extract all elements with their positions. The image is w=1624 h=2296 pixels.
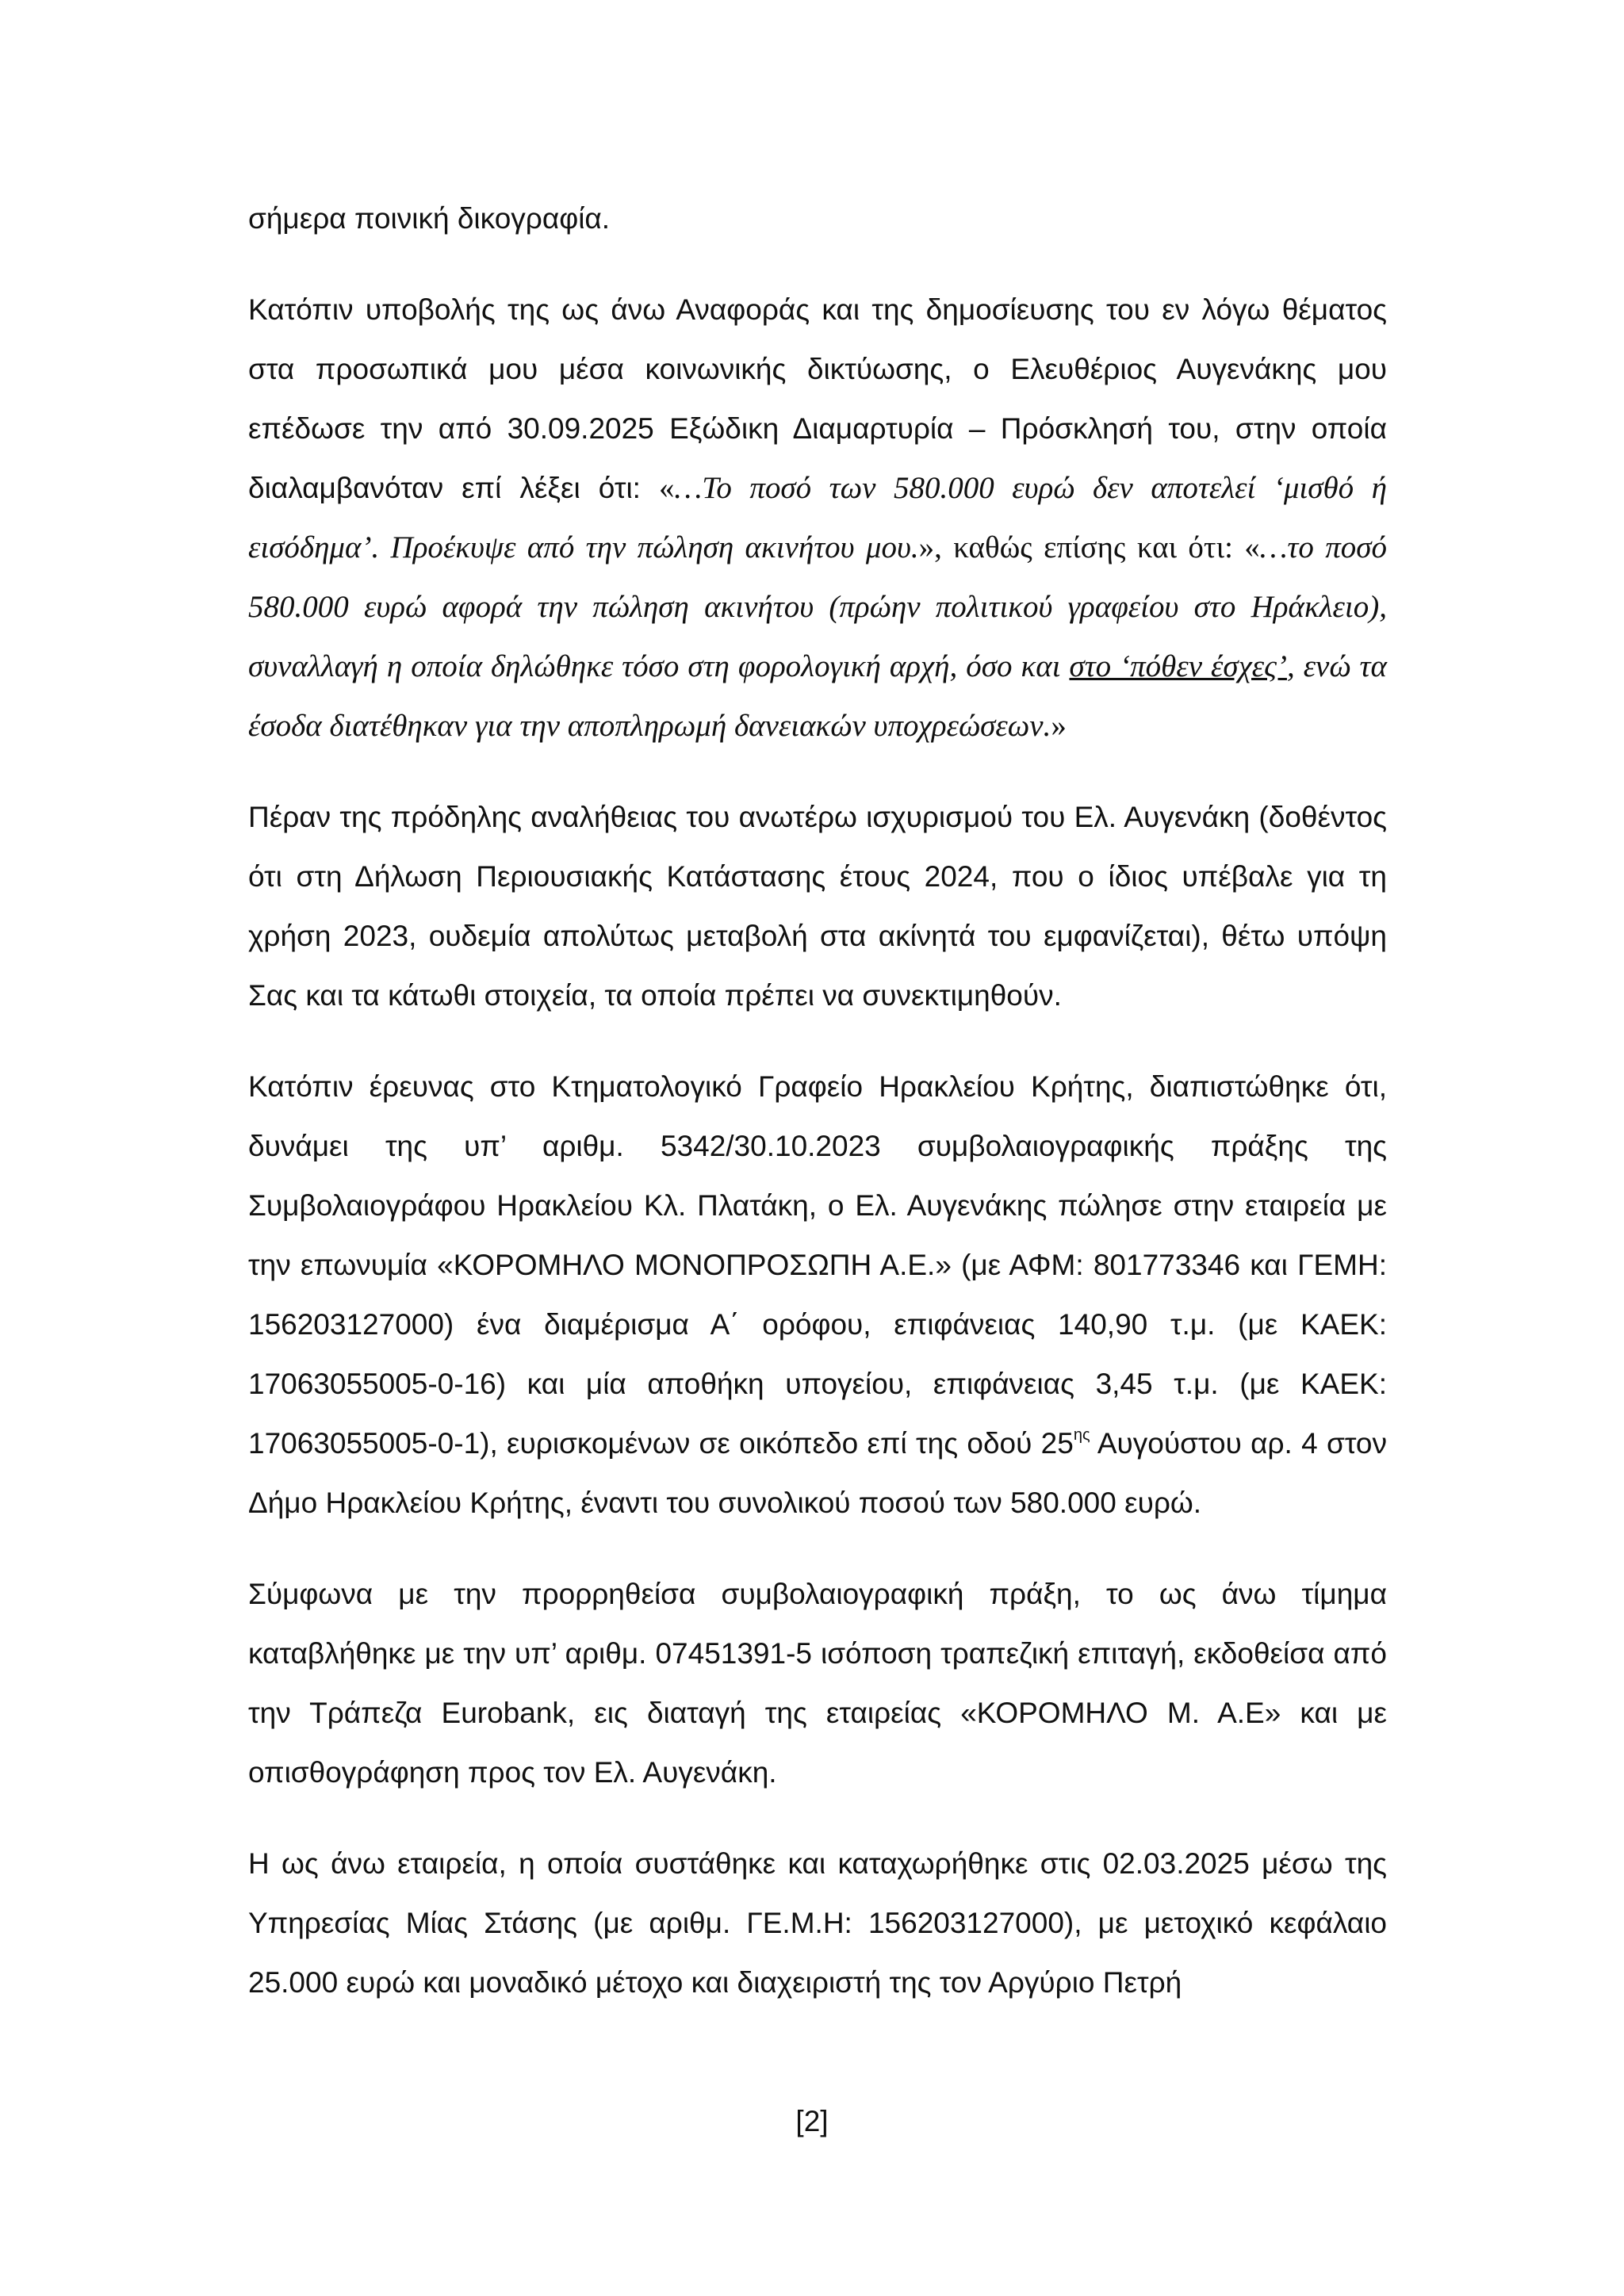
paragraph-land-registry-text: Κατόπιν έρευνας στο Κτηματολογικό Γραφείο Ηρακλείου Κρήτης, διαπιστώθηκε ότι, δυνάμει της υπ’ αριθμ. 5342/30.10.2023 συμβολαιογραφικής πράξης της Συμβολαιογράφου Ηρακλείου Κλ. Πλατάκη, ο Ελ. Αυγενάκης πώλησε στην εταιρεία με την επωνυμία «ΚΟΡΟΜΗΛΟ ΜΟΝΟΠΡΟΣΩΠΗ Α.Ε.» (με ΑΦΜ: 801773346 και ΓΕΜΗ: 156203127000) ένα διαμέρισμα Α΄ ορόφου, επιφάνειας 140,90 τ.μ. (με ΚΑΕΚ: 17063055005-0-16) και μία αποθήκη υπογείου, επιφάνειας 3,45 τ.μ. (με ΚΑΕΚ: 17063055005-0-1), ευρισκομένων σε οικόπεδο επί της οδού 25 [248,1070,1387,1460]
quoted-text-2a: …το ποσό 580.000 ευρώ αφορά την πώληση ακινήτου (πρώην πολιτικού γραφείου στο Ηράκλειο), συναλλαγή η οποία δηλώθηκε τόσο στη φορολογική αρχή, όσο και [248,530,1387,683]
ordinal-superscript: ης [1073,1425,1090,1444]
paragraph-middle-text: , καθώς επίσης και ότι: [934,530,1245,564]
quoted-text-1: …Το ποσό των 580.000 ευρώ δεν αποτελεί ‘μισθό ή εισόδημα’. Προέκυψε από την πώληση ακινήτου μου. [248,471,1388,564]
quote-close-mark: » [1051,709,1067,743]
quoted-text-2b: , ενώ τα έσοδα διατέθηκαν για την αποπληρωμή δανειακών υποχρεώσεων. [248,649,1387,743]
quote-close-mark: » [918,530,935,564]
page-number: [2] [795,2105,829,2137]
paragraph-land-registry-tail: Αυγούστου αρ. 4 στον Δήμο Ηρακλείου Κρήτης, έναντι του συνολικού ποσού των 580.000 ευρώ. [248,1427,1387,1519]
paragraph-intro-text: Κατόπιν υποβολής της ως άνω Αναφοράς και της δημοσίευσης του εν λόγω θέματος στα προσωπικά μου μέσα κοινωνικής δικτύωσης, ο Ελευθέριος Αυγενάκης μου επέδωσε την από 30.09.2025 Εξώδικη Διαμαρτυρία – Πρόσκλησή του, στην οποία διαλαμβανόταν επί λέξει ότι: [248,293,1387,504]
paragraph-asset-declaration: Πέραν της πρόδηλης αναλήθειας του ανωτέρω ισχυρισμού του Ελ. Αυγενάκη (δοθέντος ότι στη Δήλωση Περιουσιακής Κατάστασης έτους 2024, που ο ίδιος υπέβαλε για τη χρήση 2023, ουδεμία απολύτως μεταβολή στα ακίνητά του εμφανίζεται), θέτω υπόψη Σας και τα κάτωθι στοιχεία, τα οποία πρέπει να συνεκτιμηθούν. [248,801,1387,1012]
paragraph-company: Η ως άνω εταιρεία, η οποία συστάθηκε και καταχωρήθηκε στις 02.03.2025 μέσω της Υπηρεσίας Μίας Στάσης (με αριθμ. ΓΕ.Μ.Η: 156203127000), με μετοχικό κεφάλαιο 25.000 ευρώ και μοναδικό μέτοχο και διαχειριστή της τον Αργύριο Πετρή [248,1847,1387,1999]
quoted-text-underlined: στο ‘πόθεν έσχες’ [1069,649,1287,683]
document-body [248,189,1387,2044]
paragraph-extrajudicial-protest [248,280,1387,756]
paragraph-continuation: σήμερα ποινική δικογραφία. [248,202,611,235]
quote-open-mark: « [1244,530,1260,564]
quote-open-mark: « [659,471,675,505]
paragraph-bank-check: Σύμφωνα με την προρρηθείσα συμβολαιογραφική πράξη, το ως άνω τίμημα καταβλήθηκε με την υπ’ αριθμ. 07451391-5 ισόποση τραπεζική επιταγή, εκδοθείσα από την Τράπεζα Eurobank, εις διαταγή της εταιρείας «ΚΟΡΟΜΗΛΟ Μ. Α.Ε» και με οπισθογράφηση προς τον Ελ. Αυγενάκη. [248,1578,1387,1789]
paragraph-land-registry [248,1057,1387,1533]
